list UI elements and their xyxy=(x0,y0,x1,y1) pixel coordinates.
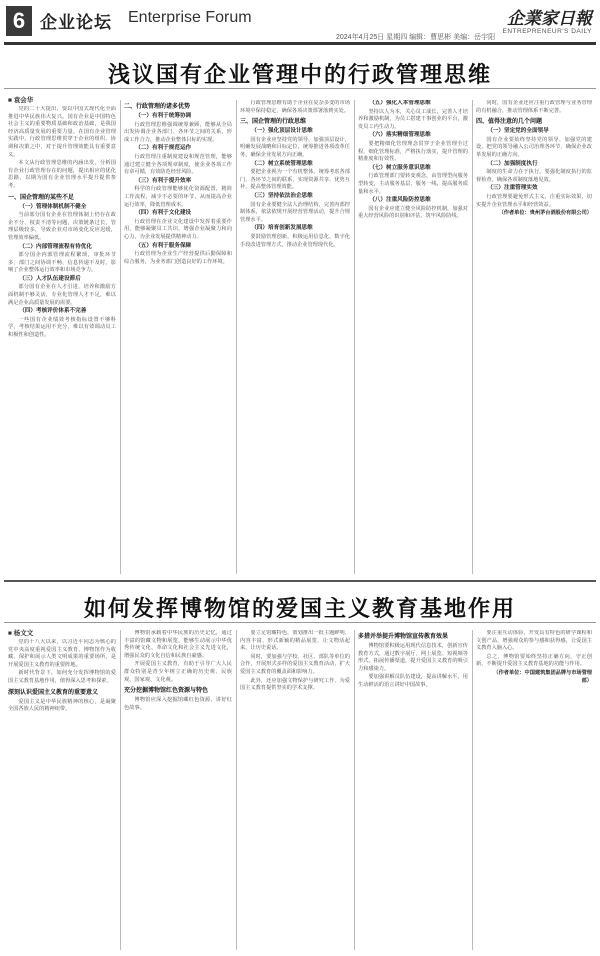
paragraph: 总之，博物馆要始终坚持正确方向，守正创新，不断提升爱国主义教育基地的功能与作用。 xyxy=(476,653,592,668)
paragraph: 要立足馆藏特色，策划推出一批主题鲜明、内容丰富、形式新颖的精品展览，让文物活起来，让历史说话。 xyxy=(240,630,350,652)
section-title-cn: 企业论坛 xyxy=(40,13,112,33)
issue-meta: 2024年4月25日 星期四 编辑：曹思彬 美编：岳宇阳 xyxy=(336,34,496,41)
paragraph: 国有企业要始终坚持党的领导、加强党的建设，把党的领导融入公司治理各环节，确保企业改革发展的正确方向。 xyxy=(476,136,592,158)
paragraph: 行政管理注重制度建设和规范管理，能够通过建立健全各项规章制度，使企业各项工作有章可循，有效防范经营风险。 xyxy=(124,153,232,176)
column-divider xyxy=(120,630,121,950)
sub-heading: （六）落实精细管理思维 xyxy=(369,132,431,139)
column-divider xyxy=(236,100,237,574)
article-2-author: ■ 杨文文 xyxy=(8,630,34,637)
sub-heading: （一）有利于统筹协调 xyxy=(135,113,192,119)
author-affiliation: （作者单位：中国建筑集团品牌与市场管理部） xyxy=(493,669,592,684)
article-2-column-5 xyxy=(476,630,592,950)
article-2-rule xyxy=(4,622,596,623)
article-1-column-4 xyxy=(358,100,468,574)
article-1-author: ■ 袁会华 xyxy=(8,97,34,104)
sub-heading: （四）有利于文化建设 xyxy=(135,210,192,217)
paragraph: 国有企业应坚持党的领导，加强顶层设计，明确发展战略和目标定位，统筹推进各项改革任务，确保企业发展方向正确。 xyxy=(240,136,350,158)
article-2-column-2 xyxy=(124,630,232,950)
sub-heading: （三）坚持依法治企思维 xyxy=(251,192,313,199)
section-heading: 四、值得注意的几个问题 xyxy=(476,118,543,126)
paragraph: 要加强讲解员队伍建设，提高讲解水平，用生动鲜活的语言讲好中国故事。 xyxy=(358,674,468,688)
sub-heading: （四）培育创新发展思维 xyxy=(251,225,313,232)
sub-heading: （二）有利于规范运作 xyxy=(135,145,192,152)
article-2-column-3 xyxy=(240,630,350,950)
paragraph: 博物馆承载着中华民族的历史记忆，通过丰富的馆藏文物和展览，能够生动展示中华优秀传统文化、革命文化和社会主义先进文化，增强民众的文化自信和民族自豪感。 xyxy=(124,630,232,659)
column-divider xyxy=(472,630,473,950)
article-1-title: 浅议国有企业管理中的行政管理思维 xyxy=(107,63,492,88)
column-divider xyxy=(120,100,121,574)
sub-heading: （二）加强制度执行 xyxy=(487,160,538,167)
paragraph: 行政管理部门要转变观念，由管理型向服务型转变，主动服务基层、服务一线，提高服务质量和水平。 xyxy=(358,173,468,195)
author-affiliation: （作者单位：贵州茅台酒股份有限公司） xyxy=(498,210,592,217)
column-divider xyxy=(354,100,355,574)
column-divider xyxy=(236,630,237,950)
newspaper-logo: 企業家日報 xyxy=(507,9,592,29)
sub-heading: （一）管理体制机制不健全 xyxy=(19,203,87,210)
paragraph: 行政管理思维有助于企业在复杂多变的市场环境中保持稳定，确保各项决策部署落到实处。 xyxy=(240,100,350,114)
column-divider xyxy=(472,100,473,574)
paragraph: 新时代背景下，如何充分发挥博物馆的爱国主义教育基地作用，值得深入思考和探索。 xyxy=(8,670,116,684)
column-divider xyxy=(354,630,355,950)
sub-heading: （一）坚定党的全面领导 xyxy=(487,128,549,135)
paragraph: 博物馆要积极运用现代信息技术，创新宣传教育方式，通过数字展厅、网上展览、短视频等形式，拓展传播渠道，提升爱国主义教育的吸引力和感染力。 xyxy=(358,643,468,672)
paragraph: 部分国企内部管理流程繁琐，审批环节多，部门之间协调不畅，信息传递不及时，影响了企业整体运行效率和市场竞争力。 xyxy=(8,252,116,274)
article-separator xyxy=(4,580,596,582)
paragraph: 行政管理为企业生产经营提供后勤保障和综合服务，为业务部门创造良好的工作环境。 xyxy=(124,251,232,265)
section-heading: 二、行政管理的诸多优势 xyxy=(124,103,191,110)
section-heading: 三、国企管理的行政思维 xyxy=(240,118,307,126)
article-2-column-4 xyxy=(358,630,468,950)
paragraph: 同时，国有企业还应注重行政管理与业务管理的有机融合，推动管理体系不断完善。 xyxy=(476,100,592,114)
paragraph: 博物馆应深入挖掘馆藏红色资源，讲好红色故事。 xyxy=(124,697,232,711)
paragraph: 行政管理要避免形式主义，注重实际效果，切实提升企业管理水平和经营效益。 xyxy=(476,193,592,208)
paragraph: 爱国主义是中华民族精神的核心，是凝聚全国各族人民的精神纽带。 xyxy=(8,698,116,713)
section-heading: 一、国企管理的某些不足 xyxy=(8,193,75,201)
article-1-rule xyxy=(4,88,596,89)
section-heading: 深刻认识爱国主义教育的重要意义 xyxy=(8,688,99,696)
sub-heading: （五）强化人本管理思维 xyxy=(369,100,431,106)
sub-heading: （二）树立系统管理思维 xyxy=(251,160,313,167)
paragraph: 制度的生命力在于执行。要强化制度执行的监督检查，确保各项制度落地见效。 xyxy=(476,169,592,183)
paragraph: 坚持以人为本，关心员工成长，完善人才培养和激励机制，为员工搭建干事创业的平台，激发员工内生动力。 xyxy=(358,108,468,130)
paragraph: 科学的行政管理能够优化资源配置，精简工作流程，减少不必要的环节，从而提高企业运行效率，降低管理成本。 xyxy=(124,186,232,208)
article-1-column-1 xyxy=(8,106,116,574)
sub-heading: （七）树立服务意识思维 xyxy=(369,164,431,171)
paragraph: 一些国有企业绩效考核指标设置不够科学，考核结果运用不充分，难以有效调动员工积极性和创造性。 xyxy=(8,316,116,339)
sub-heading: （三）人才队伍建设滞后 xyxy=(19,275,81,282)
article-1-column-3 xyxy=(240,100,350,574)
paragraph: 行政管理在企业文化建设中发挥着重要作用，能够凝聚员工共识，增强企业凝聚力和向心力，为企业发展提供精神动力。 xyxy=(124,218,232,240)
article-2-title: 如何发挥博物馆的爱国主义教育基地作用 xyxy=(83,597,516,622)
newspaper-logo-en: ENTREPRENEUR'S DAILY xyxy=(502,28,592,35)
sub-heading: （四）考核评价体系不完善 xyxy=(19,308,87,315)
paragraph: 此外，还应加强文物保护与研究工作，为爱国主义教育提供坚实的学术支撑。 xyxy=(240,677,350,692)
section-title-en: Enterprise Forum xyxy=(128,9,252,26)
paragraph: 行政管理思维强调统筹兼顾，能够从全局出发协调企业各部门、各环节之间的关系，形成工作合力，推动企业整体目标的实现。 xyxy=(124,121,232,143)
paragraph: 国有企业要健全法人治理结构，完善内部控制体系，依法依规开展经营管理活动，提升合规管理水平。 xyxy=(240,201,350,223)
article-1-column-2 xyxy=(124,100,232,574)
paragraph: 同时，要加强与学校、社区、部队等单位的合作，开展形式多样的爱国主义教育活动，扩大爱国主义教育的覆盖面和影响力。 xyxy=(240,653,350,675)
paragraph: 党的十八大以来，以习近平同志为核心的党中央高度重视爱国主义教育。博物馆作为收藏、保护和展示人类文明成果的重要场所，是开展爱国主义教育的重要阵地。 xyxy=(8,639,116,668)
paragraph: 要把精细化管理理念贯穿于企业管理全过程，细化管理标准，严格执行落实，提升管理的精准度和有效性。 xyxy=(358,140,468,163)
paragraph: 要把企业视为一个有机整体，统筹考虑各部门、各环节之间的联系，实现资源共享、优势互补，提高整体管理效能。 xyxy=(240,169,350,191)
article-2-column-1 xyxy=(8,639,116,951)
header-rule xyxy=(4,42,596,45)
section-heading: 充分挖掘博物馆红色资源与特色 xyxy=(124,687,209,695)
sub-heading: （八）注重风险防控思维 xyxy=(369,197,431,204)
paragraph: 要鼓励管理创新，积极运用信息化、数字化手段改进管理方式，推动企业管理现代化。 xyxy=(240,233,350,248)
masthead xyxy=(0,0,600,46)
sub-heading: （二）内部管理流程有待优化 xyxy=(19,243,92,250)
paragraph: 开展爱国主义教育，有助于引导广大人民群众特别是青少年树立正确的历史观、民族观、国家观、文化观。 xyxy=(124,661,232,683)
paragraph: 国有企业应建立健全风险防控机制，加强对重大经营风险的识别和评估，筑牢风险防线。 xyxy=(358,205,468,220)
paragraph: 要注重互动体验，开发具有特色的研学课程和文创产品，增强观众的参与感和获得感，让爱国主义教育入脑入心。 xyxy=(476,630,592,652)
paragraph: 部分国有企业在人才引进、培养和激励方面机制不够灵活，专业化管理人才不足，难以满足企业高质量发展的需要。 xyxy=(8,284,116,306)
section-heading: 多措并举提升博物馆宣传教育效果 xyxy=(358,633,449,640)
sub-heading: （一）强化顶层设计思维 xyxy=(251,128,313,135)
sub-heading: （三）注重管理实效 xyxy=(487,185,538,192)
page-number: 6 xyxy=(6,6,32,36)
sub-heading: （五）有利于服务保障 xyxy=(135,242,192,249)
paragraph: 本文从行政管理思维的内涵出发，分析国有企业行政管理存在的问题，提出相应的优化思路，以期为国有企业管理水平提升提供参考。 xyxy=(8,160,116,189)
paragraph: 党的二十大提出，要以中国式现代化全面推进中华民族伟大复兴。国有企业是中国特色社会主义的重要物质基础和政治基础，是我国经济高质量发展的重要力量。在国有企业管理实践中，行政管理思维贯穿于企业的组织、协调和决策之中，对于提升管理效能具有重要意义。 xyxy=(8,106,116,158)
sub-heading: （三）有利于提升效率 xyxy=(135,177,192,184)
paragraph: 当前部分国有企业在管理体制上仍存在政企不分、权责不清等问题，决策链条过长，管理层级较多，导致企业对市场变化反应迟缓，管理效率偏低。 xyxy=(8,212,116,241)
article-1-column-5 xyxy=(476,100,592,574)
